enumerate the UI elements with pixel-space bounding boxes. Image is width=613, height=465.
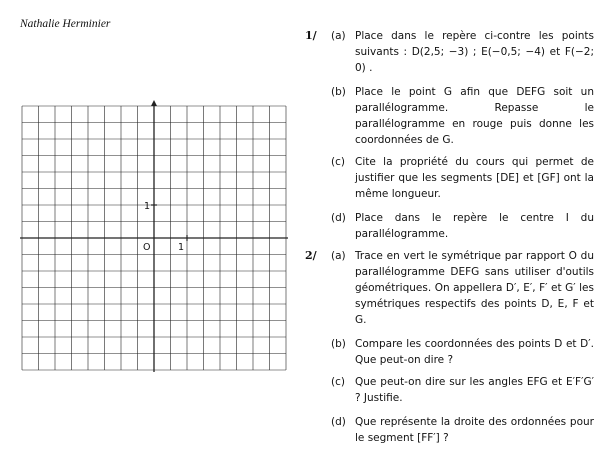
- question-text: Trace en vert le symétrique par rapport O du parallélogramme DEFG sans utiliser d'outils géométriques. On appellera D′, E′, F′ et G′ les symétriques respectifs des points D, E, F et G.: [355, 250, 594, 326]
- author-name: Nathalie Herminier: [20, 18, 111, 30]
- question-text: Place dans le repère ci-contre les points suivants : D(2,5; −3) ; E(−0,5; −4) et F(−2; 0) .: [355, 30, 594, 74]
- question-letter: (b): [331, 338, 346, 350]
- exercise-number: 1/: [305, 29, 317, 42]
- y-axis-arrow-icon: [151, 100, 157, 106]
- question-text: Que représente la droite des ordonnées pour le segment [FF′] ?: [355, 416, 594, 444]
- question-letter: (c): [331, 156, 345, 168]
- question-letter: (c): [331, 376, 345, 388]
- question-text: Que peut-on dire sur les angles EFG et E′F′G′ ? Justifie.: [355, 376, 594, 404]
- coordinate-grid: [18, 100, 288, 372]
- question-text: Place le point G afin que DEFG soit un parallélogramme. Repasse le parallélogramme en rouge puis donne les coordonnées de G.: [355, 86, 594, 146]
- x-unit-label: 1: [178, 242, 185, 253]
- origin-label: O: [143, 242, 151, 253]
- question-letter: (a): [331, 250, 346, 262]
- question-letter: (d): [331, 416, 346, 428]
- y-unit-label: 1: [144, 201, 151, 212]
- question-letter: (a): [331, 30, 346, 42]
- question-text: Compare les coordonnées des points D et D′. Que peut-on dire ?: [355, 338, 594, 366]
- grid-svg: [18, 100, 288, 372]
- question-text: Place dans le repère le centre I du parallélogramme.: [355, 212, 594, 240]
- question-text: Cite la propriété du cours qui permet de justifier que les segments [DE] et [GF] ont la même longueur.: [355, 156, 594, 200]
- question-letter: (b): [331, 86, 346, 98]
- exercise-number: 2/: [305, 249, 317, 262]
- question-letter: (d): [331, 212, 346, 224]
